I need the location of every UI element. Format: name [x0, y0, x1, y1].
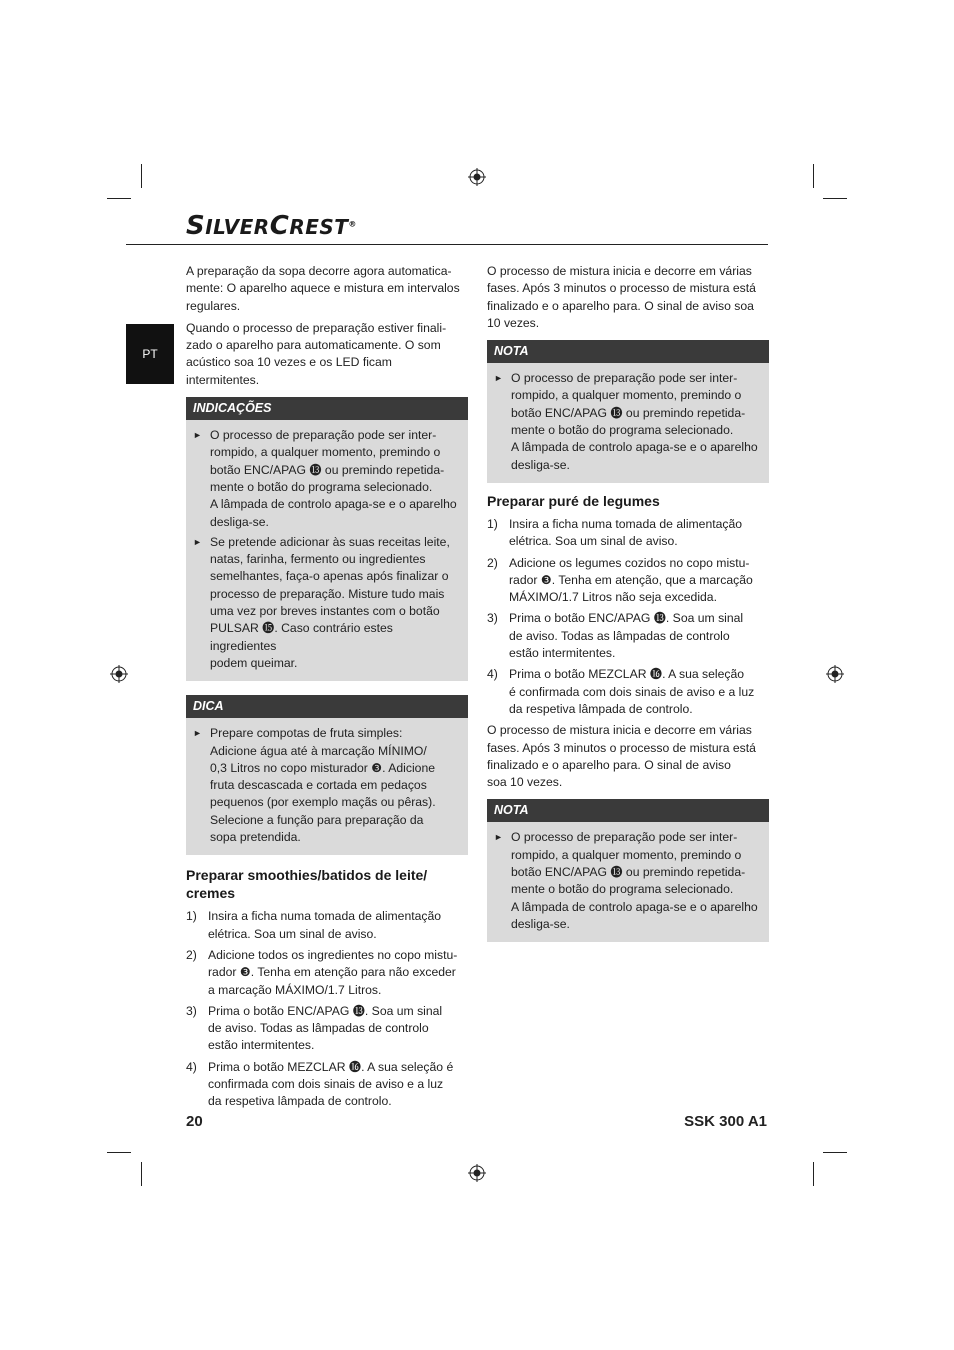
model-number: SSK 300 A1 [684, 1113, 767, 1130]
step-item: 4) Prima o botão MEZCLAR ⓰. A sua seleção é confirmada com dois sinais de aviso e a luz da respetiva lâmpada de controlo. [487, 667, 755, 716]
mixing-paragraph: O processo de mistura inicia e decorre em várias fases. Após 3 minutos o processo de mistura está finalizado e o aparelho para. O sinal de aviso soa 10 vezes. [487, 264, 756, 330]
step-item: 4) Prima o botão MEZCLAR ⓰. A sua seleção é confirmada com dois sinais de aviso e a luz da respetiva lâmpada de controlo. [186, 1059, 454, 1109]
list-item: ► Prepare compotas de fruta simples: Adicione água até à marcação MÍNIMO/ 0,3 Litros no copo misturador ❸. Adicione fruta descascada e cortada em pedaços pequenos (por exemplo maçãs ou pêras). Selecione a função para preparação da sopa pretendida. [193, 726, 436, 845]
nota-title-2: NOTA [487, 799, 769, 822]
bullet-triangle-icon: ► [193, 430, 202, 441]
crop-mark [823, 1152, 847, 1153]
crop-mark [107, 1152, 131, 1153]
list-item: ► O processo de preparação pode ser inter- rompido, a qualquer momento, premindo o botão ENC/APAG ⓭ ou premindo repetida- mente o botão do programa selecionado. A lâmpada de controlo apaga-se e o aparelho desliga-se. [494, 830, 758, 931]
completion-paragraph: Quando o processo de preparação estiver finali- zado o aparelho para automaticamente. O som acústico soa 10 vezes e os LED ficam intermitentes. [186, 320, 447, 387]
indicacoes-title: INDICAÇÕES [186, 397, 468, 420]
bullet-triangle-icon: ► [193, 728, 202, 739]
crop-mark [813, 164, 814, 188]
crop-mark [141, 164, 142, 188]
list-item: ► O processo de preparação pode ser inter- rompido, a qualquer momento, premindo o botão ENC/APAG ⓭ ou premindo repetida- mente o botão do programa selecionado. A lâmpada de controlo apaga-se e o aparelho desliga-se. [193, 428, 457, 529]
right-column [487, 263, 769, 951]
step-item: 2) Adicione todos os ingredientes no copo mistu- rador ❸. Tenha em atenção para não exceder a marcação MÁXIMO/1.7 Litros. [186, 947, 458, 997]
dica-box [186, 695, 468, 855]
pure-steps [487, 516, 769, 718]
registration-mark-icon [468, 1164, 486, 1182]
bullet-triangle-icon: ► [494, 832, 503, 843]
step-item: 3) Prima o botão ENC/APAG ⓭. Soa um sinal de aviso. Todas as lâmpadas de controlo estão intermitentes. [186, 1003, 443, 1053]
step-item: 1) Insira a ficha numa tomada de alimentação elétrica. Soa um sinal de aviso. [487, 516, 743, 549]
mixing-paragraph-2: O processo de mistura inicia e decorre em várias fases. Após 3 minutos o processo de mistura está finalizado e o aparelho para. O sinal de aviso soa 10 vezes. [487, 723, 756, 790]
smoothies-heading: Preparar smoothies/batidos de leite/ cremes [186, 867, 428, 902]
crop-mark [141, 1162, 142, 1186]
step-item: 1) Insira a ficha numa tomada de alimentação elétrica. Soa um sinal de aviso. [186, 909, 442, 941]
registration-mark-icon [826, 665, 844, 683]
crop-mark [813, 1162, 814, 1186]
bullet-triangle-icon: ► [494, 373, 503, 384]
smoothies-steps [186, 908, 468, 1110]
crop-mark [107, 198, 131, 199]
dica-title: DICA [186, 695, 468, 718]
list-item: ► O processo de preparação pode ser inter- rompido, a qualquer momento, premindo o botão ENC/APAG ⓭ ou premindo repetida- mente o botão do programa selecionado. A lâmpada de controlo apaga-se e o aparelho desliga-se. [494, 371, 758, 472]
crop-mark [823, 198, 847, 199]
registration-mark-icon [468, 168, 486, 186]
nota-box [487, 340, 769, 483]
step-item: 2) Adicione os legumes cozidos no copo mistu- rador ❸. Tenha em atenção, que a marcação MÁXIMO/1.7 Litros não seja excedida. [487, 555, 753, 605]
brand-logo: SILVERCREST® [186, 211, 357, 241]
left-column [186, 263, 468, 1115]
pure-heading: Preparar puré de legumes [487, 492, 660, 509]
step-item: 3) Prima o botão ENC/APAG ⓭. Soa um sinal de aviso. Todas as lâmpadas de controlo estão intermitentes. [487, 611, 744, 661]
registration-mark-icon [110, 665, 128, 683]
intro-paragraph: A preparação da sopa decorre agora automatica- mente: O aparelho aquece e mistura em intervalos regulares. [186, 264, 460, 313]
page-number: 20 [186, 1113, 203, 1130]
nota-box-2 [487, 799, 769, 942]
list-item: ► Se pretende adicionar às suas receitas leite, natas, farinha, fermento ou ingredientes semelhantes, faça-o apenas após finalizar o processo de preparação. Misture tudo mais uma vez por breves instantes com o botão PULSAR ⓯. Caso contrário estes ingredientes podem queimar. [193, 534, 450, 670]
language-tab: PT [126, 324, 174, 384]
header-rule [126, 244, 768, 245]
indicacoes-box [186, 397, 468, 681]
nota-title: NOTA [487, 340, 769, 363]
bullet-triangle-icon: ► [193, 536, 202, 547]
